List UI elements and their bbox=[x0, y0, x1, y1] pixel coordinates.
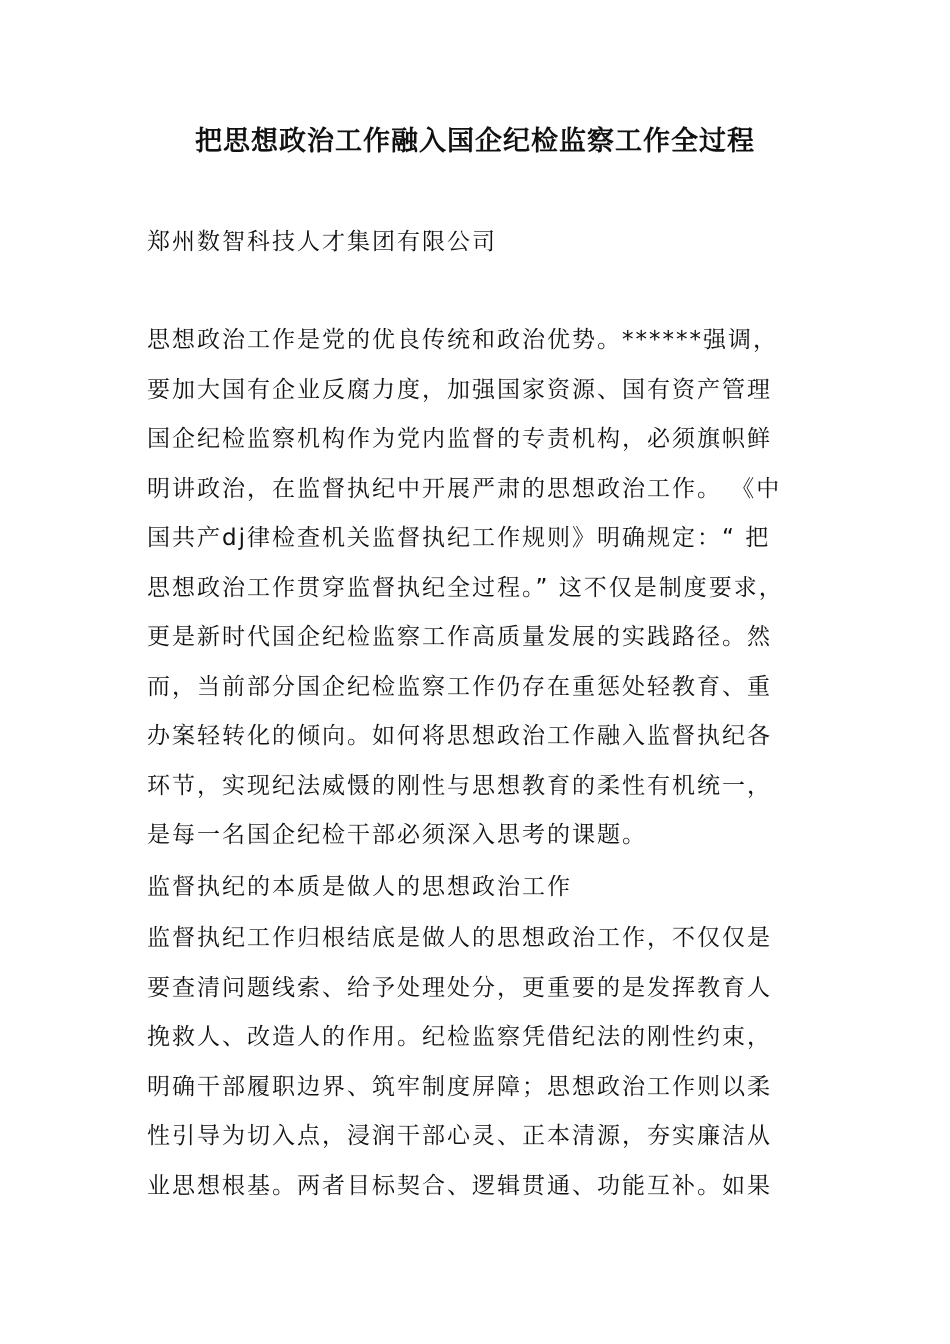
paragraph-1-line: 更是新时代国企纪检监察工作高质量发展的实践路径。然 bbox=[147, 624, 772, 650]
paragraph-1-line: 要加大国有企业反腐力度，加强国家资源、国有资产管理 bbox=[147, 377, 772, 403]
paragraph-1-line: 思想政治工作是党的优良传统和政治优势。******强调， bbox=[147, 327, 778, 353]
paragraph-1-line: 办案轻转化的倾向。如何将思想政治工作融入监督执纪各 bbox=[147, 723, 772, 749]
paragraph-2-line: 性引导为切入点，浸润干部心灵、正本清源，夯实廉洁从 bbox=[147, 1123, 772, 1149]
document-title: 把思想政治工作融入国企纪检监察工作全过程 bbox=[195, 126, 755, 157]
paragraph-2-line: 业思想根基。两者目标契合、逻辑贯通、功能互补。如果 bbox=[147, 1173, 772, 1199]
paragraph-2-line: 监督执纪工作归根结底是做人的思想政治工作，不仅仅是 bbox=[147, 925, 772, 951]
paragraph-1-line: 而，当前部分国企纪检监察工作仍存在重惩处轻教育、重 bbox=[147, 674, 772, 700]
paragraph-2-line: 要查清问题线索、给予处理处分，更重要的是发挥教育人 bbox=[147, 975, 772, 1001]
paragraph-2-line: 挽救人、改造人的作用。纪检监察凭借纪法的刚性约束， bbox=[147, 1024, 772, 1050]
paragraph-1-line: 明讲政治，在监督执纪中开展严肃的思想政治工作。 《中 bbox=[147, 476, 782, 502]
paragraph-1-line: 国共产dj律检查机关监督执纪工作规则》明确规定：“ 把 bbox=[147, 525, 771, 551]
paragraph-1-line: 是每一名国企纪检干部必须深入思考的课题。 bbox=[147, 822, 647, 848]
section-heading: 监督执纪的本质是做人的思想政治工作 bbox=[147, 874, 572, 900]
paragraph-2-line: 明确干部履职边界、筑牢制度屏障；思想政治工作则以柔 bbox=[147, 1074, 772, 1100]
paragraph-1-line: 环节，实现纪法威慑的刚性与思想教育的柔性有机统一， bbox=[147, 773, 772, 799]
author-line: 郑州数智科技人才集团有限公司 bbox=[147, 229, 497, 255]
paragraph-1-line: 国企纪检监察机构作为党内监督的专责机构，必须旗帜鲜 bbox=[147, 426, 772, 452]
paragraph-1-line: 思想政治工作贯穿监督执纪全过程。” 这不仅是制度要求， bbox=[147, 575, 784, 601]
